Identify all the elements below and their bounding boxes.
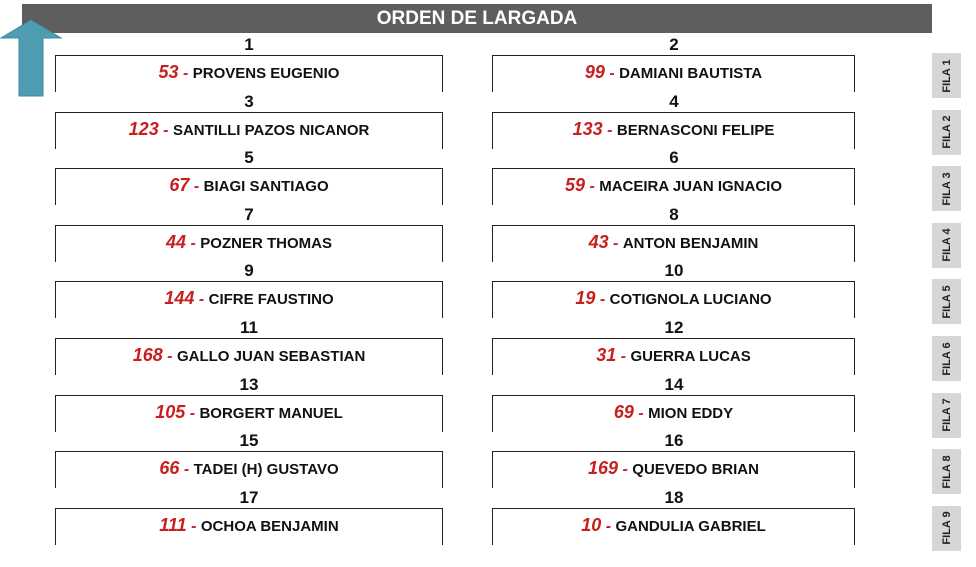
car-number: 66 <box>159 458 180 479</box>
grid-row <box>0 205 976 262</box>
car-number: 53 <box>158 62 179 82</box>
driver-entry <box>56 62 442 83</box>
row-label <box>932 393 961 438</box>
row-label-text: FILA 2 <box>940 115 953 149</box>
car-number: 168 <box>132 345 163 365</box>
row-label-text: FILA 6 <box>940 341 953 376</box>
driver-slot <box>492 338 855 375</box>
separator: - <box>608 234 623 252</box>
driver-name: TADEI (H) GUSTAVO <box>193 461 339 479</box>
driver-name: GALLO JUAN SEBASTIAN <box>176 348 366 365</box>
row-label <box>932 223 961 268</box>
car-number: 99 <box>584 62 605 82</box>
driver-slot <box>55 112 443 149</box>
grid-position-number: 15 <box>239 431 259 451</box>
row-label-text: FILA 1 <box>940 58 953 93</box>
grid-position-number: 10 <box>664 261 684 281</box>
grid-row <box>0 261 976 318</box>
car-number: 59 <box>564 175 585 196</box>
separator: - <box>595 291 610 309</box>
driver-entry <box>56 402 442 423</box>
driver-name: QUEVEDO BRIAN <box>632 461 759 479</box>
driver-entry <box>56 458 442 479</box>
driver-slot <box>55 338 443 375</box>
grid-position-number: 12 <box>664 318 684 337</box>
driver-name: PROVENS EUGENIO <box>192 65 340 82</box>
row-label <box>932 53 961 98</box>
car-number: 69 <box>613 401 634 422</box>
driver-name: ANTON BENJAMIN <box>622 234 759 252</box>
driver-entry <box>493 119 854 140</box>
driver-slot <box>55 395 443 432</box>
row-label <box>932 336 961 381</box>
driver-entry <box>493 232 854 253</box>
separator: - <box>585 178 600 196</box>
driver-slot <box>55 451 443 488</box>
grid-position-number: 13 <box>239 374 259 394</box>
grid-position-number: 18 <box>664 487 684 507</box>
driver-name: OCHOA BENJAMIN <box>200 517 339 535</box>
driver-slot <box>492 508 855 545</box>
row-label <box>932 110 961 155</box>
grid-row <box>0 488 976 545</box>
grid-position-number: 14 <box>664 374 684 394</box>
driver-slot <box>55 508 443 545</box>
driver-entry <box>56 119 442 140</box>
grid-row <box>0 92 976 149</box>
driver-slot <box>55 225 443 262</box>
separator: - <box>185 404 200 422</box>
grid-position-number: 1 <box>244 35 254 54</box>
grid-position-number: 8 <box>669 204 679 224</box>
driver-slot <box>55 55 443 92</box>
driver-name: GUERRA LUCAS <box>630 348 751 365</box>
driver-entry <box>56 232 442 253</box>
driver-name: CIFRE FAUSTINO <box>208 291 334 309</box>
row-label <box>932 449 961 494</box>
separator: - <box>178 65 193 82</box>
separator: - <box>162 348 177 365</box>
separator: - <box>189 178 204 196</box>
driver-name: BIAGI SANTIAGO <box>203 178 329 196</box>
driver-entry <box>493 288 854 309</box>
separator: - <box>633 404 649 422</box>
grid-position-number: 3 <box>244 91 254 111</box>
driver-entry <box>493 175 854 196</box>
grid-position-number: 5 <box>244 148 254 168</box>
row-label <box>932 506 961 551</box>
driver-name: DAMIANI BAUTISTA <box>619 65 763 82</box>
car-number: 123 <box>128 118 159 139</box>
car-number: 133 <box>572 118 603 139</box>
separator: - <box>186 517 201 535</box>
grid-row <box>0 318 976 375</box>
driver-slot <box>492 451 855 488</box>
driver-slot <box>492 112 855 149</box>
grid-position-number: 11 <box>240 318 258 337</box>
driver-entry <box>493 345 854 366</box>
car-number: 19 <box>575 288 596 309</box>
driver-slot <box>492 168 855 205</box>
car-number: 44 <box>166 231 187 252</box>
grid-position-number: 6 <box>669 148 679 168</box>
driver-name: COTIGNOLA LUCIANO <box>609 291 772 309</box>
separator: - <box>601 517 616 535</box>
driver-entry <box>493 62 854 83</box>
car-number: 67 <box>169 175 190 196</box>
driver-name: SANTILLI PAZOS NICANOR <box>172 121 370 139</box>
car-number: 144 <box>164 288 195 309</box>
driver-name: POZNER THOMAS <box>200 234 332 252</box>
separator: - <box>158 121 173 139</box>
separator: - <box>618 461 633 479</box>
driver-slot <box>55 281 443 318</box>
driver-entry <box>56 288 442 309</box>
car-number: 105 <box>155 401 186 422</box>
driver-entry <box>493 515 854 536</box>
grid-row <box>0 35 976 92</box>
page-title: ORDEN DE LARGADA <box>22 4 932 33</box>
grid-row <box>0 431 976 488</box>
driver-name: BERNASCONI FELIPE <box>616 121 775 139</box>
driver-entry <box>493 458 854 479</box>
car-number: 43 <box>588 231 609 252</box>
car-number: 111 <box>159 514 187 535</box>
grid-position-number: 16 <box>664 431 684 451</box>
driver-name: GANDULIA GABRIEL <box>615 517 766 535</box>
grid-position-number: 2 <box>669 35 679 54</box>
grid-row <box>0 148 976 205</box>
driver-entry <box>493 402 854 423</box>
driver-entry <box>56 515 442 536</box>
separator: - <box>186 234 201 252</box>
row-label-text: FILA 7 <box>940 398 953 432</box>
driver-name: BORGERT MANUEL <box>199 404 343 422</box>
row-label <box>932 279 961 324</box>
row-label-text: FILA 5 <box>940 285 953 319</box>
driver-slot <box>492 225 855 262</box>
grid-position-number: 7 <box>244 204 254 224</box>
separator: - <box>604 65 620 82</box>
car-number: 169 <box>588 458 619 479</box>
row-label-text: FILA 9 <box>940 511 953 545</box>
grid-position-number: 4 <box>669 91 679 111</box>
separator: - <box>194 291 209 309</box>
car-number: 10 <box>581 514 602 535</box>
driver-slot <box>492 55 855 92</box>
driver-slot <box>492 395 855 432</box>
driver-slot <box>492 281 855 318</box>
grid-position-number: 9 <box>244 261 254 281</box>
grid-row <box>0 375 976 432</box>
row-label-text: FILA 4 <box>940 228 953 262</box>
driver-name: MACEIRA JUAN IGNACIO <box>599 178 783 196</box>
row-label-text: FILA 8 <box>940 455 953 489</box>
driver-name: MION EDDY <box>648 404 734 422</box>
driver-slot <box>55 168 443 205</box>
driver-entry <box>56 345 442 366</box>
row-label-text: FILA 3 <box>940 172 953 206</box>
separator: - <box>616 348 631 365</box>
separator: - <box>179 461 194 479</box>
driver-entry <box>56 175 442 196</box>
grid-position-number: 17 <box>239 487 259 507</box>
car-number: 31 <box>596 345 617 365</box>
separator: - <box>602 121 617 139</box>
row-label <box>932 166 961 211</box>
